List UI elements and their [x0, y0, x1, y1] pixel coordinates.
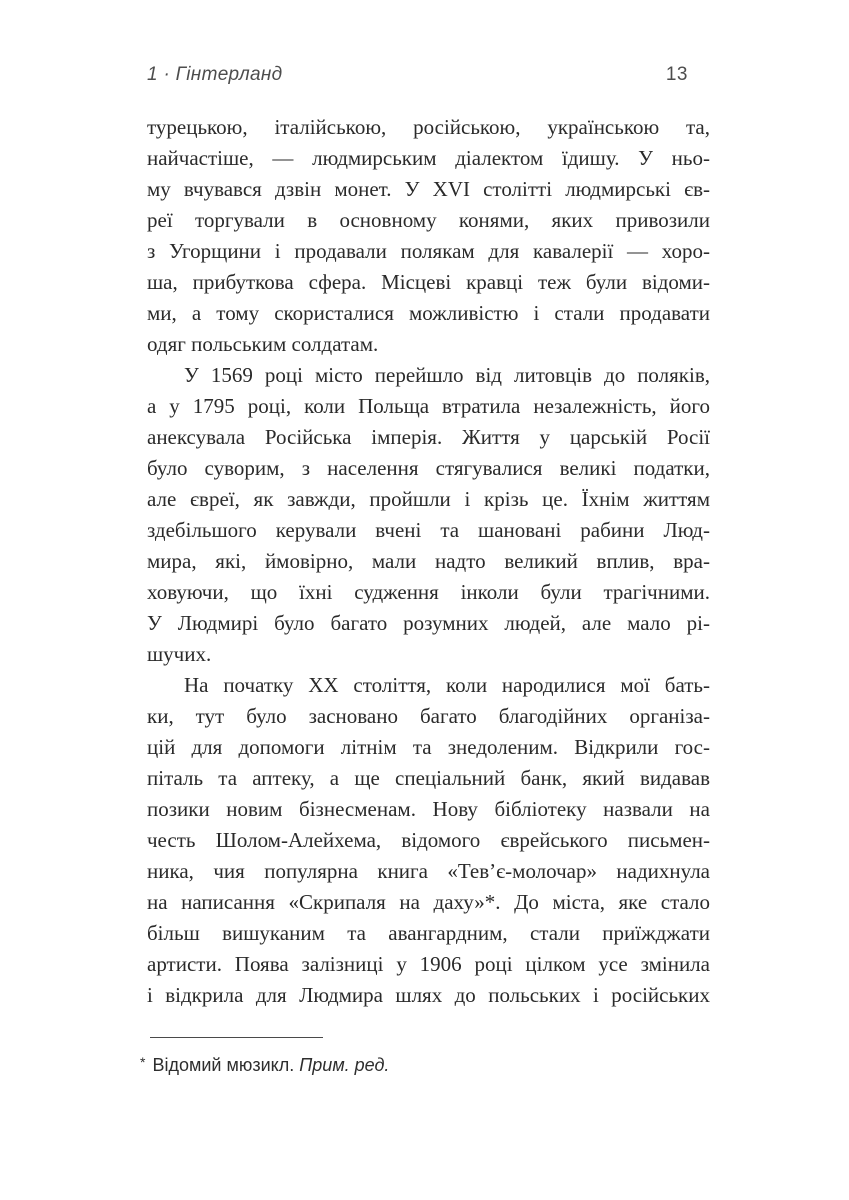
text-line: У 1569 році місто перейшло від литовців до поляків,: [184, 363, 710, 387]
text-line: шучих.: [147, 642, 212, 666]
text-line: ша, прибуткова сфера. Місцеві кравці теж були відоми-: [147, 270, 710, 294]
footnote-text: Відомий мюзикл.: [152, 1055, 295, 1075]
text-line: а у 1795 році, коли Польща втратила незалежність, його: [147, 394, 710, 418]
text-line: мира, які, ймовірно, мали надто великий вплив, вра-: [147, 549, 710, 573]
text-line: У Людмирі було багато розумних людей, але мало рі-: [147, 611, 710, 635]
footnote-separator: [150, 1037, 323, 1038]
running-title: 1 · Гінтерланд: [147, 64, 283, 85]
text-line: піталь та аптеку, а ще спеціальний банк, який видавав: [147, 766, 710, 790]
text-line: ника, чия популярна книга «Тев’є-молочар» надихнула: [147, 859, 710, 883]
text-line: На початку XX століття, коли народилися мої бать-: [184, 673, 710, 697]
footnote-marker: *: [140, 1054, 146, 1070]
text-line: ховуючи, що їхні судження інколи були трагічними.: [147, 580, 710, 604]
text-line: ки, тут було засновано багато благодійних організа-: [147, 704, 710, 728]
page-header: [147, 64, 710, 86]
text-line: найчастіше, — людмирським діалектом їдишу. У ньо-: [147, 146, 710, 170]
text-line: анексувала Російська імперія. Життя у царській Росії: [147, 425, 710, 449]
text-line: реї торгували в основному конями, яких привозили: [147, 208, 710, 232]
text-line: позики новим бізнесменам. Нову бібліотеку назвали на: [147, 797, 710, 821]
body-text: [147, 112, 710, 1011]
text-line: на написання «Скрипаля на даху»*. До міста, яке стало: [147, 890, 710, 914]
text-line: ми, а тому скористалися можливістю і стали продавати: [147, 301, 710, 325]
text-line: цій для допомоги літнім та знедоленим. Відкрили гос-: [147, 735, 710, 759]
footnote: [140, 1050, 710, 1077]
footnote-editor-note: Прим. ред.: [299, 1055, 390, 1075]
text-line: і відкрила для Людмира шлях до польських і російських: [147, 983, 710, 1007]
text-line: з Угорщини і продавали полякам для кавалерії — хоро-: [147, 239, 710, 263]
text-line: одяг польським солдатам.: [147, 332, 379, 356]
text-line: турецькою, італійською, російською, українською та,: [147, 115, 710, 139]
text-line: артисти. Поява залізниці у 1906 році цілком усе змінила: [147, 952, 710, 976]
text-line: було суворим, з населення стягувалися великі податки,: [147, 456, 710, 480]
text-line: честь Шолом-Алейхема, відомого єврейського письмен-: [147, 828, 710, 852]
text-line: му вчувався дзвін монет. У XVI столітті людмирські єв-: [147, 177, 710, 201]
text-line: більш вишуканим та авангардним, стали приїжджати: [147, 921, 710, 945]
text-line: здебільшого керували вчені та шановані рабини Люд-: [147, 518, 710, 542]
text-line: але євреї, як завжди, пройшли і крізь це. Їхнім життям: [147, 487, 710, 511]
page-number: 13: [665, 64, 688, 85]
